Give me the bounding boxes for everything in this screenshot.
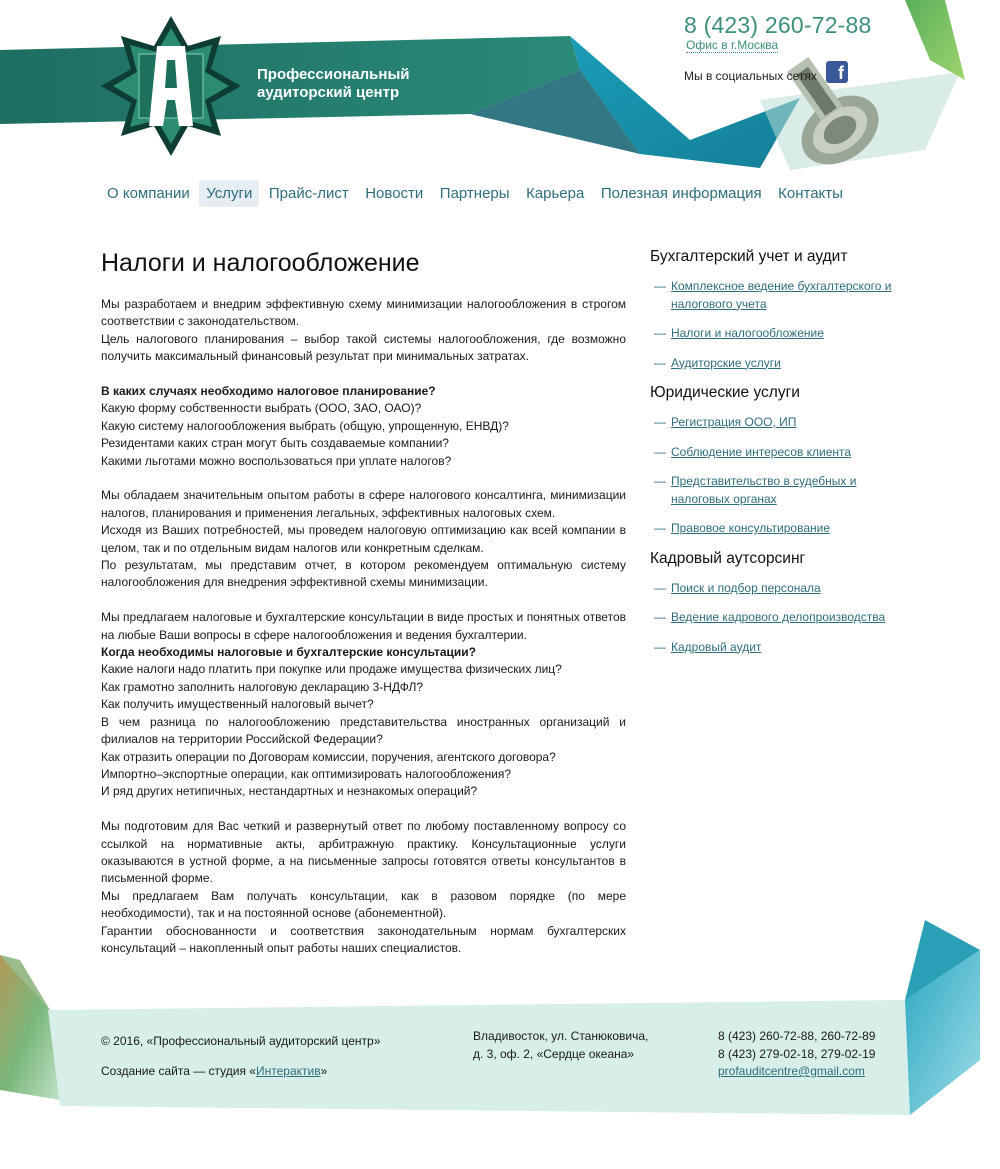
dash-marker: — (654, 279, 666, 293)
dash-marker: — (654, 326, 666, 340)
list-item: Какие налоги надо платить при покупке или продаже имущества физических лиц? (101, 662, 562, 677)
office-moscow-link[interactable]: Офис в г.Москва (686, 38, 779, 52)
q2-heading: Когда необходимы налоговые и бухгалтерские консультации? (101, 645, 476, 660)
list-item: Как грамотно заполнить налоговую декларацию 3-НДФЛ? (101, 679, 424, 694)
nav-item-contacts[interactable]: Контакты (778, 185, 843, 202)
dash-marker: — (654, 474, 666, 488)
sidebar-list-hr (650, 580, 900, 657)
sidebar-heading-hr: Кадровый аутсорсинг (650, 549, 806, 567)
sidebar-link-hr-records[interactable]: Ведение кадрового делопроизводства (671, 610, 886, 624)
list-item: Как отразить операции по Договорам комиссии, поручения, агентского договора? (101, 749, 556, 764)
sidebar-item (650, 609, 900, 627)
footer-contacts (718, 1028, 875, 1081)
text-line: Гарантии обоснованности и соответствия законодательным нормам бухгалтерских консультаций – накопленный опыт работы наших специалистов. (101, 923, 626, 955)
studio-link[interactable]: Интерактив (255, 1064, 321, 1078)
nav-item-about[interactable]: О компании (107, 185, 190, 202)
sidebar-link-hr-audit[interactable]: Кадровый аудит (671, 639, 762, 654)
sidebar-link-client-interests[interactable]: Соблюдение интересов клиента (671, 444, 852, 459)
credit-prefix: Создание сайта — студия « (101, 1064, 256, 1078)
logo-line-2: аудиторский центр (257, 84, 400, 101)
list-item: Как получить имущественный налоговый вычет? (101, 697, 374, 712)
main-nav (100, 180, 852, 207)
q2-block (101, 609, 626, 800)
list-item: Какую систему налогообложения выбрать (общую, упрощенную, ЕНВД)? (101, 418, 509, 433)
footer-phone-2: 8 (423) 279-02-18, 279-02-19 (718, 1046, 876, 1061)
footer-address (473, 1028, 648, 1063)
logo-emblem (101, 16, 241, 156)
facebook-icon[interactable]: f (826, 61, 848, 83)
credit-suffix: » (320, 1064, 328, 1078)
intro-paragraph (101, 296, 626, 366)
sidebar-item (650, 325, 900, 343)
sidebar-item (650, 520, 900, 538)
header-phone: 8 (423) 260-72-88 (684, 12, 872, 38)
services-sidebar (650, 248, 900, 668)
text-line: Мы предлагаем налоговые и бухгалтерские консультации в виде простых и понятных ответов на любые Ваши вопросы в сфере налогообложения и ведения бухгалтерии. (101, 610, 626, 642)
list-item: Импортно–экспортные операции, как оптимизировать налогообложения? (101, 766, 512, 781)
experience-paragraph (101, 487, 626, 591)
footer-email-link[interactable]: profauditcentre@gmail.com (718, 1064, 865, 1078)
dash-marker: — (654, 639, 666, 654)
nav-item-services[interactable]: Услуги (199, 180, 259, 207)
dash-marker: — (654, 415, 666, 429)
dash-marker: — (654, 610, 666, 624)
list-item: Какими льготами можно воспользоваться при уплате налогов? (101, 453, 452, 468)
sidebar-item (650, 580, 900, 598)
text-line: Исходя из Ваших потребностей, мы проведем налоговую оптимизацию как всей компании в целом, так и по отдельным видам налогов или конкретным сделкам. (101, 523, 626, 555)
article-content (101, 296, 626, 975)
q1-heading: В каких случаях необходимо налоговое планирование? (101, 384, 436, 399)
sidebar-item (650, 473, 900, 508)
text-line: По результатам, мы представим отчет, в котором рекомендуем оптимальную систему налогообложения для внедрения эффективной схемы минимизации. (101, 558, 626, 590)
list-item: И ряд других нетипичных, нестандартных и незнакомых операций? (101, 784, 478, 799)
dash-marker: — (654, 355, 666, 370)
text-line: Мы обладаем значительным опытом работы в сфере налогового консалтинга, минимизации налогов, планирования и применения легальных, эффективных налоговых схем. (101, 488, 626, 520)
text-line: Мы предлагаем Вам получать консультации, как в разовом порядке (по мере необходимости), так и на постоянной основе (абонементной). (101, 888, 626, 921)
sidebar-link-registration[interactable]: Регистрация ООО, ИП (671, 415, 797, 429)
sidebar-link-audit-services[interactable]: Аудиторские услуги (671, 355, 781, 370)
sidebar-item (650, 414, 900, 432)
address-line-1: Владивосток, ул. Станюковича, (473, 1029, 649, 1043)
dash-marker: — (654, 521, 666, 535)
text-line: Цель налогового планирования – выбор такой системы налогообложения, где возможно получить максимальный финансовый результат при минимальных затратах. (101, 331, 626, 364)
dash-marker: — (654, 580, 666, 595)
text-line: Мы разработаем и внедрим эффективную схему минимизации налогообложения в строгом соответствии с законодательством. (101, 297, 626, 329)
list-item: В чем разница по налогообложению представительства иностранных организаций и филиалов на территории Российской Федерации? (101, 714, 626, 747)
dash-marker: — (654, 444, 666, 459)
footer-copyright: © 2016, «Профессиональный аудиторский центр» (101, 1034, 381, 1048)
footer-credit (101, 1063, 327, 1081)
sidebar-link-representation[interactable]: Представительство в судебных и налоговых органах (671, 474, 857, 506)
sidebar-list-legal (650, 414, 900, 538)
nav-item-prices[interactable]: Прайс-лист (268, 185, 349, 202)
nav-item-useful-info[interactable]: Полезная информация (600, 185, 762, 202)
sidebar-item (650, 639, 900, 657)
list-item: Резидентами каких стран могут быть создаваемые компании? (101, 436, 449, 451)
sidebar-link-legal-consulting[interactable]: Правовое консультирование (671, 521, 831, 535)
nav-item-news[interactable]: Новости (365, 185, 424, 202)
social-label: Мы в социальных сетях (684, 69, 817, 83)
q1-block (101, 383, 626, 470)
sidebar-heading-accounting: Бухгалтерский учет и аудит (650, 248, 848, 265)
sidebar-link-complex-accounting[interactable]: Комплексное ведение бухгалтерского и налогового учета (671, 279, 892, 311)
list-item: Какую форму собственности выбрать (ООО, ЗАО, ОАО)? (101, 401, 422, 416)
sidebar-link-taxes[interactable]: Налоги и налогообложение (671, 326, 824, 340)
footer-phone-1: 8 (423) 260-72-88, 260-72-89 (718, 1029, 876, 1043)
nav-item-career[interactable]: Карьера (526, 185, 585, 202)
sidebar-item (650, 444, 900, 462)
sidebar-item (650, 278, 900, 313)
text-line: Мы подготовим для Вас четкий и развернутый ответ по любому поставленному вопросу со ссылкой на нормативные акты, арбитражную практику. Консультационные услуги оказываются в устной форме, а на письменные запросы готовятся ответы консультантов в письменной форме. (101, 819, 626, 886)
sidebar-heading-legal: Юридические услуги (650, 384, 800, 401)
sidebar-list-accounting (650, 278, 900, 372)
logo-line-1: Профессиональный (257, 66, 410, 83)
page-title: Налоги и налогообложение (101, 249, 420, 277)
address-line-2: д. 3, оф. 2, «Сердце океана» (473, 1046, 635, 1061)
sidebar-item (650, 355, 900, 373)
sidebar-link-recruiting[interactable]: Поиск и подбор персонала (671, 580, 821, 595)
nav-item-partners[interactable]: Партнеры (439, 185, 510, 202)
logo-text[interactable] (257, 66, 410, 102)
